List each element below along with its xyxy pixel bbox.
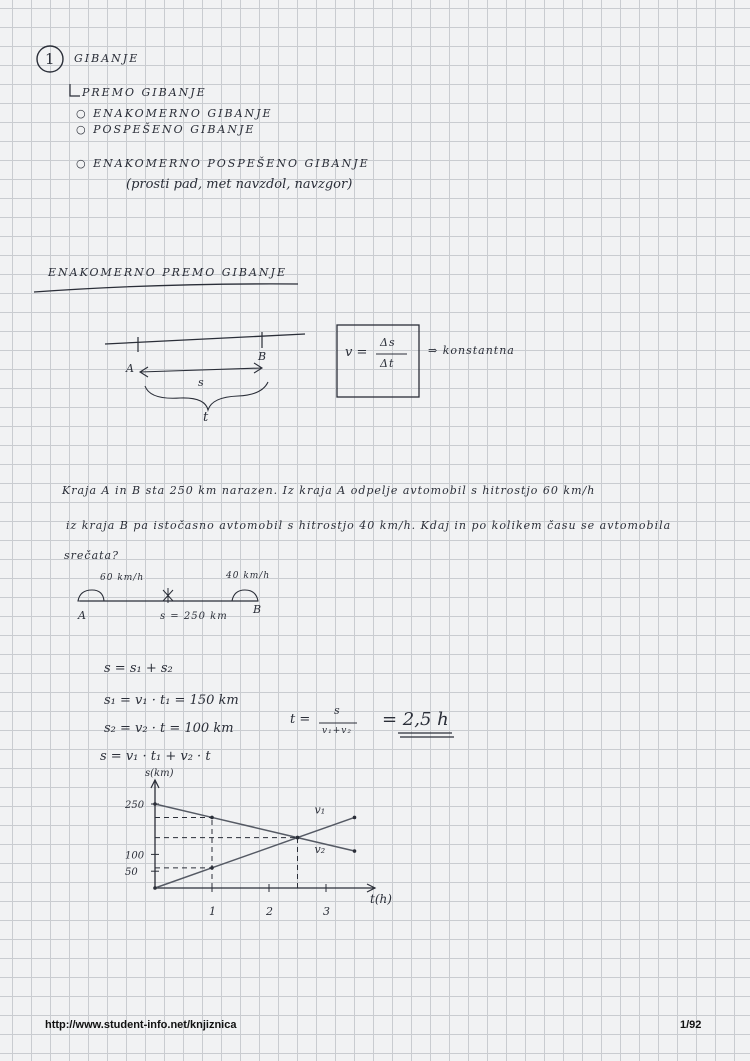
formula-numerator: Δs xyxy=(380,336,396,349)
town-b: B xyxy=(253,603,263,616)
series-1-point-4 xyxy=(353,816,357,820)
bullet-1-text: ENAKOMERNO GIBANJE xyxy=(93,107,273,120)
examples: (prosti pad, met navzdol, navzgor) xyxy=(126,177,353,192)
distance-label: s = 250 km xyxy=(160,611,228,622)
problem-line-2: iz kraja B pa istočasno avtomobil s hitrostjo 40 km/h. Kdaj in po kolikem času se avtomobila xyxy=(66,519,672,532)
bullet-1: ○ ENAKOMERNO GIBANJE xyxy=(76,107,273,120)
car-a xyxy=(78,590,104,601)
x-axis-label: t(h) xyxy=(370,892,392,906)
chart xyxy=(124,768,392,918)
footer-url[interactable]: http://www.student-info.net/knjiznica xyxy=(45,1019,237,1031)
page-title: GIBANJE xyxy=(74,52,140,65)
formula-denominator: Δt xyxy=(380,357,395,370)
path-line xyxy=(105,334,305,344)
equation-4: s = v₁ · t₁ + v₂ · t xyxy=(100,749,211,764)
s-label: s xyxy=(198,376,205,389)
brace xyxy=(145,382,268,410)
series-label-2: v₂ xyxy=(314,843,326,857)
equation-answer: = 2,5 h xyxy=(382,709,449,730)
formula-v: v = xyxy=(345,345,368,360)
equation-2: s₁ = v₁ · t₁ = 150 km xyxy=(104,693,239,708)
page-number: 1/92 xyxy=(680,1019,702,1031)
x-tick-label-3: 3 xyxy=(323,905,330,918)
equation-t-denominator: v₁+v₂ xyxy=(322,726,352,736)
section-number: 1 xyxy=(45,50,55,68)
heading2: ENAKOMERNO PREMO GIBANJE xyxy=(48,266,287,279)
equation-t: t = xyxy=(290,712,311,727)
subtitle: PREMO GIBANJE xyxy=(82,86,207,99)
bullet-2: ○ POSPEŠENO GIBANJE xyxy=(76,123,256,136)
x-tick-label-2: 2 xyxy=(266,905,273,918)
y-tick-label-100: 100 xyxy=(125,850,145,862)
t-label: t xyxy=(203,410,209,425)
car-b xyxy=(232,590,258,601)
x-tick-label-1: 1 xyxy=(209,905,216,918)
equation-3: s₂ = v₂ · t = 100 km xyxy=(104,721,234,736)
speed-1: 60 km/h xyxy=(100,573,145,583)
y-tick-label-250: 250 xyxy=(125,800,145,811)
series-label-1: v₁ xyxy=(314,803,326,817)
s-arrow xyxy=(140,368,262,372)
bullet-3-text: ENAKOMERNO POSPEŠENO GIBANJE xyxy=(93,157,370,170)
point-b: B xyxy=(258,350,268,363)
formula-result: ⇒ konstantna xyxy=(428,344,515,357)
equation-1: s = s₁ + s₂ xyxy=(104,661,173,676)
equation-t-numerator: s xyxy=(334,704,341,717)
series-1-point-1 xyxy=(153,886,157,890)
subtitle-arrow xyxy=(70,84,80,96)
y-tick-label-50: 50 xyxy=(125,867,138,879)
problem-line-1: Kraja A in B sta 250 km narazen. Iz kraja A odpelje avtomobil s hitrostjo 60 km/h xyxy=(62,484,596,497)
heading2-underline xyxy=(34,284,298,292)
bullet-2-text: POSPEŠENO GIBANJE xyxy=(93,123,256,136)
y-axis-label: s(km) xyxy=(145,768,174,779)
formula-box xyxy=(337,325,419,397)
town-a: A xyxy=(78,609,87,622)
problem-line-3: srečata? xyxy=(64,549,120,562)
series-2-point-1 xyxy=(153,802,157,806)
series-2-point-4 xyxy=(353,849,357,853)
speed-2: 40 km/h xyxy=(226,571,271,581)
bullet-3: ○ ENAKOMERNO POSPEŠENO GIBANJE xyxy=(76,157,370,170)
point-a: A xyxy=(126,362,135,375)
